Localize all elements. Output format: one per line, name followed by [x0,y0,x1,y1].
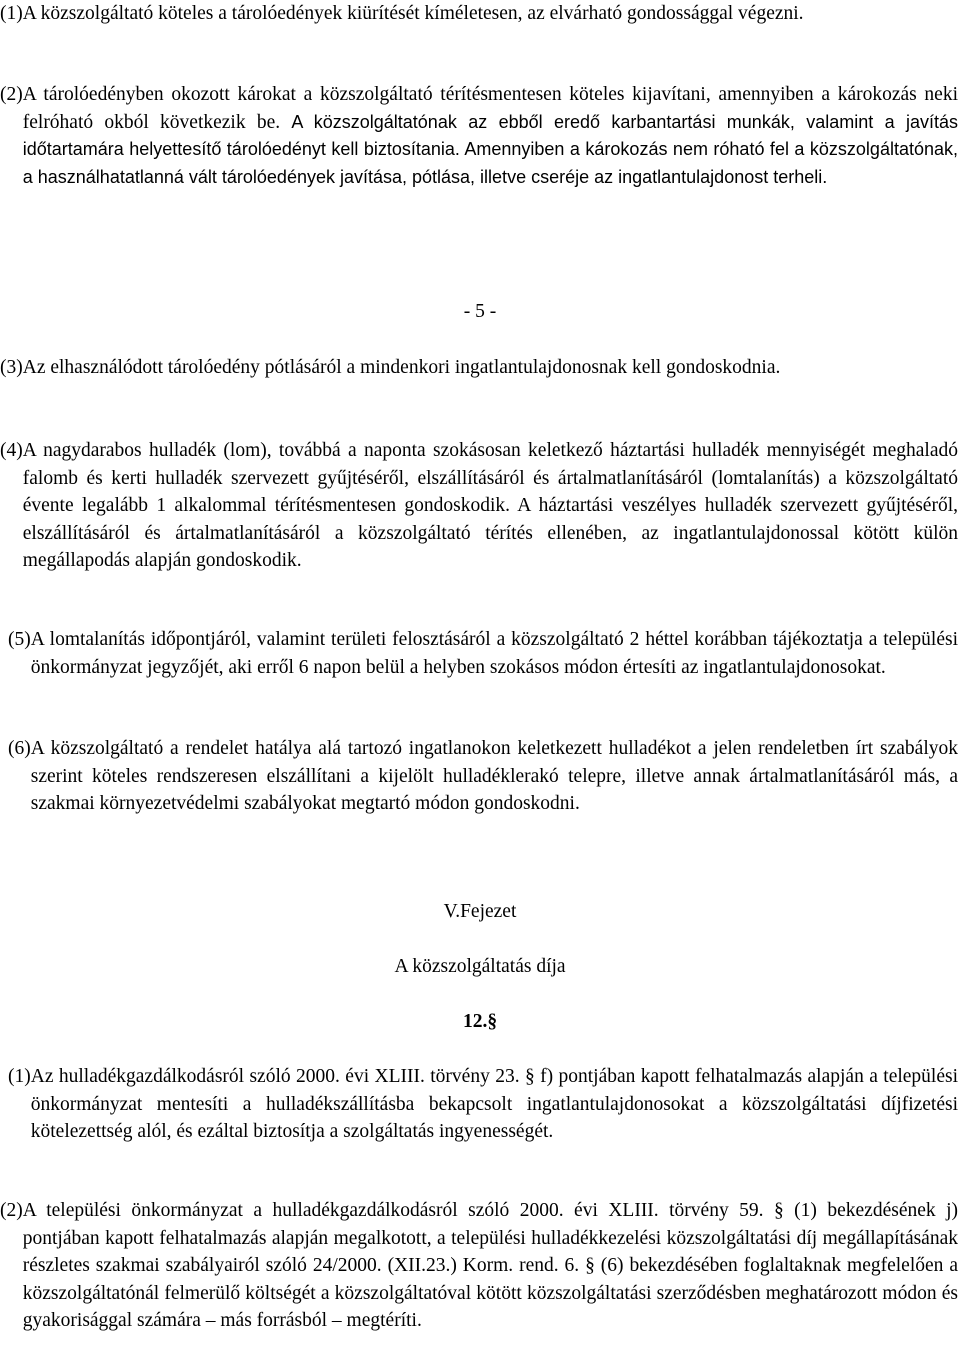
paragraph-text [23,81,958,191]
paragraph-11-2 [0,81,958,191]
paragraph-number: (6) [8,738,31,759]
paragraph-text: A közszolgáltató köteles a tárolóedények kiürítését kíméletesen, az elvárható gondossággal végezni. [22,3,804,24]
paragraph-number: (2) [0,84,23,105]
paragraph-11-6 [0,735,958,818]
paragraph-text: A települési önkormányzat a hulladékgazdálkodásról szóló 2000. évi XLIII. törvény 59. § (1) bekezdésének j) pontjában kapott felhatalmazás alapján megalkotott, a települési hulladékkezelési közszolgáltatási díj megállapításának részletes szakmai szabályairól szóló 24/2000. (XII.23.) Korm. rend. 6. § (6) bekezdésében foglaltaknak megfelelően a közszolgáltatónál felmerülő költségét a közszolgáltatóval kötött közszolgáltatási szerződésben meghatározott módon és gyakorisággal számára – más forrásból – megtéríti. [22,1200,958,1331]
chapter-title: A közszolgáltatás díja [394,956,566,977]
section-heading: 12.§ [462,1011,498,1032]
paragraph-text: A közszolgáltató a rendelet hatálya alá tartozó ingatlanokon keletkezett hulladékot a jelen rendeletben írt szabályok szerint köteles rendszeresen elszállítani a kijelölt hulladéklerakó telepre, illetve annak ártalmatlanításáról más, a szakmai környezetvédelmi szabályokat megtartó módon gondoskodni. [30,738,958,814]
paragraph-11-1 [0,0,958,28]
paragraph-number: (5) [8,629,31,650]
chapter-heading: V.Fejezet [443,901,517,922]
paragraph-text: A lomtalanítás időpontjáról, valamint területi felosztásáról a közszolgáltató 2 héttel korábban tájékoztatja a települési önkormányzat jegyzőjét, aki erről 6 napon belül a helyben szokásos módon értesíti az ingatlantulajdonosokat. [30,629,958,678]
paragraph-number: (3) [0,357,23,378]
page-number: - 5 - [463,301,497,322]
paragraph-text: Az hulladékgazdálkodásról szóló 2000. évi XLIII. törvény 23. § f) pontjában kapott felhatalmazás alapján a települési önkormányzat mentesíti a hulladékszállításba bekapcsolt ingatlantulajdonosokat a közszolgáltatási díjfizetési kötelezettség alól, és ezáltal biztosítja a szolgáltatás ingyenességét. [30,1066,958,1142]
paragraph-number: (4) [0,440,23,461]
paragraph-number: (2) [0,1200,23,1221]
paragraph-number: (1) [0,3,23,24]
paragraph-12-2 [0,1197,958,1335]
paragraph-11-3 [0,354,958,382]
paragraph-11-5 [0,626,958,681]
paragraph-11-4 [0,437,958,575]
paragraph-text-serif: A tárolóedényben okozott károkat a közszolgáltató térítésmentesen köteles kijavítani, amennyiben a károkozás neki felróható okból következik be. [22,84,958,133]
paragraph-number: (1) [8,1066,31,1087]
paragraph-12-1 [0,1063,958,1146]
paragraph-text: A nagydarabos hulladék (lom), továbbá a naponta szokásosan keletkező háztartási hulladék mennyiségét meghaladó falomb és kerti hulladék szervezett gyűjtéséről, elszállításáról és ártalmatlanításáról (lomtalanítás) a közszolgáltató évente legalább 1 alkalommal térítésmentesen gondoskodik. A háztartási veszélyes hulladék szervezett gyűjtéséről, elszállításáról és ártalmatlanításáról a közszolgáltató térítés ellenében, az ingatlantulajdonossal kötött külön megállapodás alapján gondoskodik. [22,440,958,571]
paragraph-text-sans: A közszolgáltatónak az ebből eredő karbantartási munkák, valamint a javítás időtartamára helyettesítő tárolóedényt kell biztosítania. Amennyiben a károkozás nem róható fel a közszolgáltatónak, a használhatatlanná vált tárolóedények javítása, pótlása, illetve cseréje az ingatlantulajdonost terheli. [22,111,958,187]
paragraph-text: Az elhasználódott tárolóedény pótlásáról a mindenkori ingatlantulajdonosnak kell gondoskodnia. [22,357,781,378]
